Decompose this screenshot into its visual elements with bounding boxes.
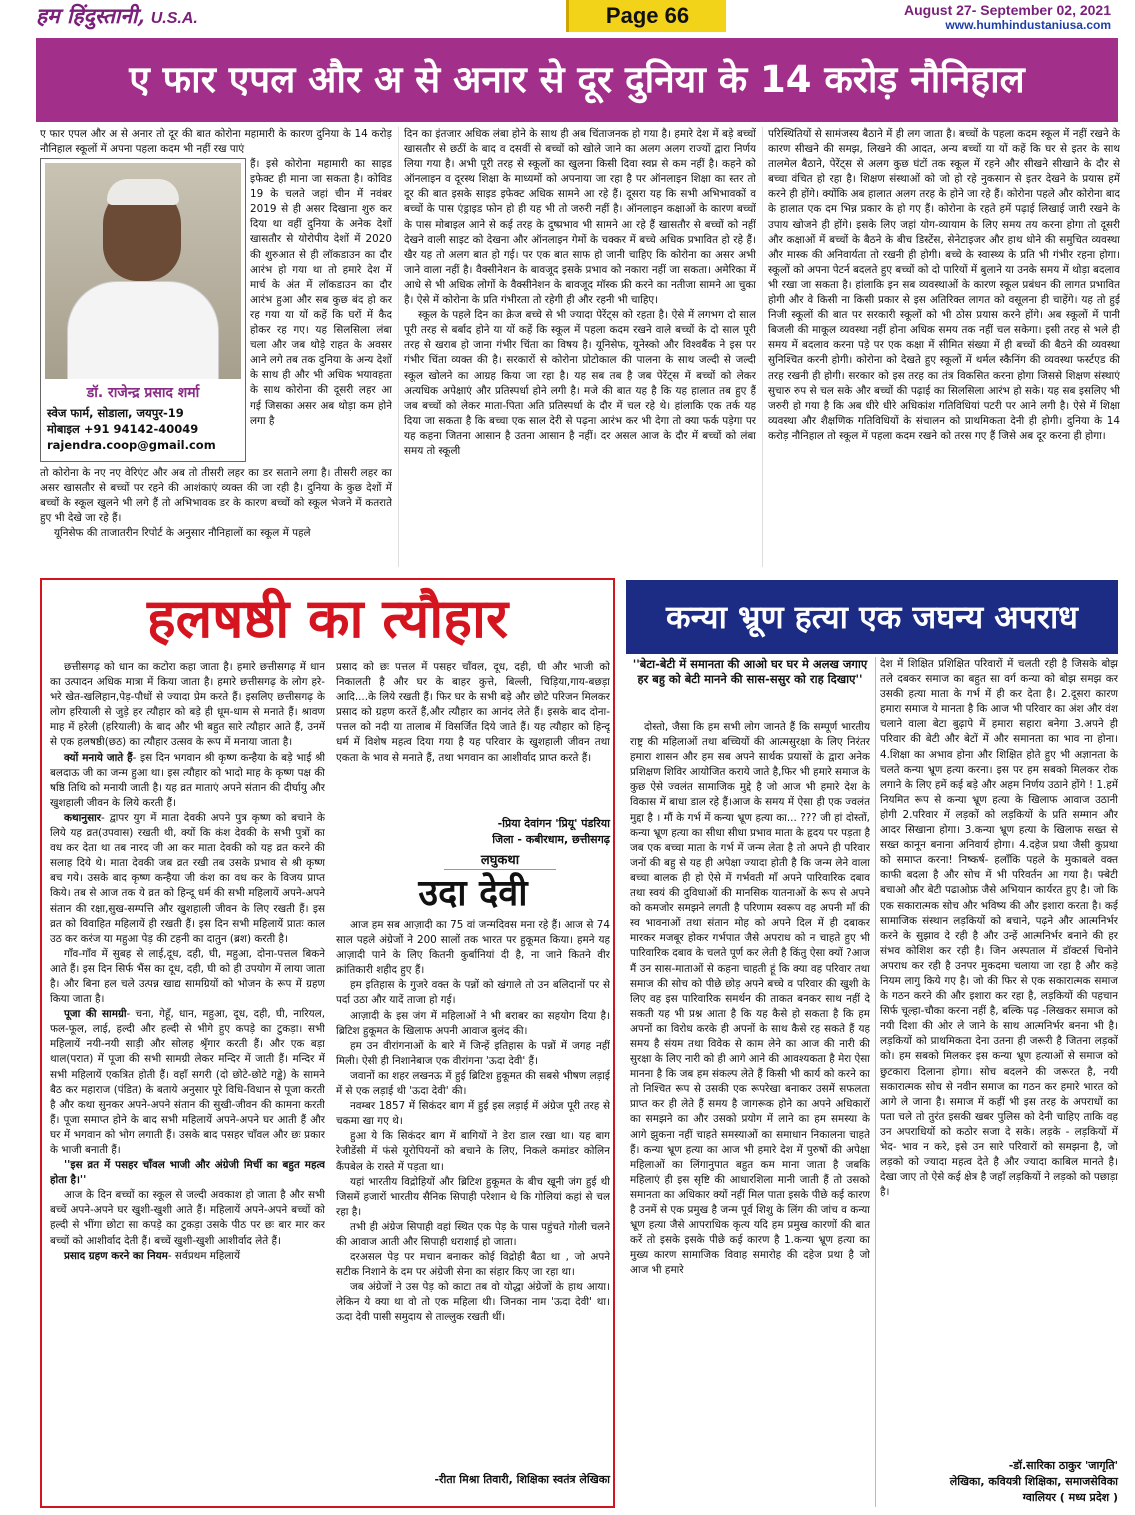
paragraph: परिस्थितियों से सामंजस्य बैठाने में ही लग जाता है। बच्चों के पहला कदम स्कूल में नहीं रखने के कारण सीखने की समझ, लिखने की आदत, अन्य बच्चों या यों कहें कि घर से इतर के साथ तालमेल बैठाने, पेरेंट्स से अलग कुछ घंटों तक स्कूल में रहने और सीखने सीखाने के दौर से बच्चा वंचित हो रहा है। शिक्षण संस्थाओं को जो हो रहे नुकसान से इतर देखने के प्रयास हमें करने ही होंगे। क्योंकि अब हालात अलग तरह के होने जा रहे हैं। कोरोना पहले और कोरोना बाद के हालात एक दम भिन्न प्रकार के हो गए हैं। कोरोना के रहते हमें पढ़ाई लिखाई जारी रखने के उपाय खोजने ही होंगे। इसके लिए जहां योग-व्यायाम के लिए समय तय करना होगा तो दूसरी और कक्षाओं में बच्चों के बैठने के बीच डिस्टेंस, सेनेटाइजर और हाथ धोने की समुचित व्यवस्था और मास्क की अनिवार्यता तो रखनी ही होगी। बच्चे के स्वास्थ्य के प्रति भी गंभीर रहना होगा। स्कूलों को अपना पेटर्न बदलते हुए बच्चों को दो पारियों में बुलाने या उनके समय में थोड़ा बदलाव भी रखा जा सकता है। हांलाकि इन सब व्यवस्थाओं के कारण स्कूल प्रबंधन की लागत प्रभावित होगी और वे किसी ना किसी प्रकार से इस अतिरिक्त लागत को वसूलना ही चाहेंगे। यह तो हुई निजी स्कूलों की बात पर सरकारी स्कूलों को भी ठोस प्रयास करने होंगे। अब स्कूलों में पानी बिजली की माकूल व्यवस्था नहीं होना अधिक समय तक नहीं चल सकेगा। इसी तरह से भले ही समय में बदलाव करना पड़े पर एक कक्षा में सीमित संख्या में ही बच्चों की बैठने की व्यवस्था सुनिश्चित करनी होगी। कोरोना को देखते हुए स्कूलों में थर्मल स्कैनिंग की व्यवस्था फर्स्टएड की तरह रखनी ही होगी। सरकार को इस तरह का तंत्र विकसित करना होगा जिससे शिक्षण संस्थाएं सुचारु रुप से चल सके और बच्चों की पढ़ाई का सिलसिला आरंभ हो सके। यह सब इसलिए भी जरुरी हो गया है कि अब धीरे धीरे अधिकांश गतिविधियां पटरी पर आने लगी है। ऐसे में शिक्षा व्यवस्था और शैक्षणिक गतिविधियों के संचालन को प्राथमिकता देनी ही होगी। दुनिया के 14 करोड़ नौनिहाल तो स्कूल में पहला कदम रखने को तरस गए हैं जिसे अब दूर करना ही होगा। [768, 128, 1120, 442]
main-headline: ए फार एपल और अ से अनार से दूर दुनिया के 14 करोड़ नौनिहाल [36, 38, 1118, 122]
byline-role: लेखिका, कवियत्री शिक्षिका, समाजसेविका [949, 1475, 1118, 1488]
column-divider [875, 657, 876, 1507]
paragraph: हुआ ये कि सिकंदर बाग में बागियों ने डेरा डाल रखा था। यह बाग रेजीडेंसी में फंसे यूरोपियनों को बचाने के लिए, निकले कमांडर कोलिन कैंपबेल के रास्ते में पड़ता था। [336, 1130, 610, 1173]
paragraph: तो कोरोना के नए नए वेरिएंट और अब तो तीसरी लहर का डर सताने लगा है। तीसरी लहर का असर खासतौर से बच्चों पर रहने की आशंकाएं व्यक्त की जा रही है। दुनिया के कुछ देशों में बच्चों के स्कूल खुलने भी लगे हैं तो अभिभावक डर के कारण बच्चों को स्कूल भेजने में कतराते हुए भी देखे जा रहे हैं। [40, 467, 392, 525]
masthead-title: हम हिंदुस्तानी, [36, 3, 145, 28]
subheading: कथानुसार [64, 811, 102, 824]
byline-place: जिला - कबीरधाम, छत्तीसगढ़ [492, 833, 610, 846]
lead-paragraph: ए फार एपल और अ से अनार तो दूर की बात कोरोना महामारी के कारण दुनिया के 14 करोड़ नौनिहाल स्कूलों में अपना पहला कदम भी नहीं रख पाएं [40, 128, 392, 156]
kanya-col1 [630, 720, 870, 1465]
quote-line: हर बहु को बेटी मानने की सास-ससुर को राह दिखाए'' [637, 672, 863, 686]
author-card [40, 158, 246, 462]
quote-line: ''बेटा-बेटी में समानता की आओ घर घर मे अलख जगाए [632, 657, 868, 671]
paragraph: छत्तीसगढ़ को धान का कटोरा कहा जाता है। हमारे छत्तीसगढ़ में धान का उत्पादन अधिक मात्रा में किया जाता है। हमारे छत्तीसगढ़ के लोग हरे-भरे खेत-खलिहान,पेड़-पौधों से ज्यादा प्रेम करते हैं। इसलिए छत्तीसगढ़ के लोग हरियाली से जुड़े हर त्यौहार को बड़े ही धूम-धाम से मनाते हैं। श्रावण माह में हरेली (हरियाली) के बाद और भी बहुत सारे त्यौहार आते हैं, उनमें से एक हलषष्ठी(छठ) का त्यौहार उत्सव के रूप में मनाया जाता है। [50, 661, 325, 749]
paragraph: स्कूल के पहले दिन का क्रेज बच्चे से भी ज्यादा पेरेंट्स को रहता है। ऐसे में लगभग दो साल पूरी तरह से बर्बाद होने या यों कहें कि स्कूल में पहला कदम रखने वाले बच्चों के दो साल पूरी तरह से खराब हो जाना गंभीर चिंता का विषय है। यूनिसेफ, यूनेस्को और विश्वबैंक ने इस पर गंभीर चिंता व्यक्त की है। सरकारों से कोरोना प्रोटोकाल की पालना के साथ जल्दी से जल्दी स्कूल खोलने का आग्रह किया जा रहा है। यह सब तब है जब पेरेंट्स में बच्चों को लेकर अत्यधिक अपेक्षाएं और प्रतिस्पर्धा होने लगी है। मजे की बात यह है कि यह हालात तब हुए हैं जब बच्चों को लेकर माता-पिता अति प्रतिस्पर्धा के दौर में चल रहे थे। हांलाकि एक तर्क यह दिया जा सकता है कि बच्चा एक साल देरी से पढ़ना आरंभ कर भी देगा तो क्या फर्क पड़ेगा पर यह कहना जितना आसान है उतना आसान है नहीं। दर असल आज के दौर में बच्चों को लंबा समय तो स्कूली [404, 309, 756, 457]
paragraph: दरअसल पेड़ पर मचान बनाकर कोई विद्रोही बैठा था , जो अपने सटीक निशाने के दम पर अंग्रेजी सेना का संहार किए जा रहा था। [336, 1251, 610, 1279]
laghukatha-body [336, 918, 610, 1468]
byline-name: -प्रिया देवांगन 'प्रियू' पंडरिया [497, 817, 610, 830]
paragraph: हम उन वीरांगनाओं के बारे में जिन्हें इतिहास के पन्नों में जगह नहीं मिली। ऐसी ही निशानेबाज एक वीरांगना 'ऊदा देवी' हैं। [336, 1039, 610, 1067]
issue-date: August 27- September 02, 2021 [904, 2, 1111, 18]
laghukatha-byline: -रीता मिश्रा तिवारी, शिक्षिका स्वतंत्र लेखिका [434, 1473, 610, 1486]
laghukatha-label: लघुकथा [444, 852, 556, 870]
quote: ''इस व्रत में पसहर चाँवल भाजी और अंग्रेजी मिर्ची का बहुत महत्व होता है।'' [50, 1159, 325, 1187]
paragraph: नवम्बर 1857 में सिकंदर बाग में हुई इस लड़ाई में अंग्रेज पूरी तरह से चकमा खा गए थे। [336, 1100, 610, 1128]
author-name: डॉ. राजेन्द्र प्रसाद शर्मा [86, 385, 200, 401]
subheading: क्यों मनाये जाते हैं [64, 751, 133, 764]
article-lead [40, 127, 392, 157]
author-photo [45, 163, 241, 379]
author-info [47, 405, 243, 453]
article-col1-side [250, 157, 392, 465]
paragraph: प्रसाद को छः पत्तल में पसहर चाँवल, दूध, दही, घी और भाजी को निकालती है और घर के बाहर कुत्ते, बिल्ली, चिड़िया,गाय-बछड़ा आदि....के लिये रखती हैं। फिर घर के सभी बड़े और छोटे परिजन मिलकर प्रसाद को ग्रहण करतें हैं,और त्यौहार का आनंद लेते हैं। इसके बाद दोना-पत्तल को नदी या तालाब में विसर्जित दिये जाते हैं। यह त्यौहार को हिन्दू धर्म में विशेष महत्व दिया गया है यह परिवार के खुशहाली जीवन तथा एकता के भाव से मनाते हैं, तथा भगवान का आशीर्वाद प्राप्त करते हैं। [336, 661, 610, 764]
subheading: प्रसाद ग्रहण करने का नियम [64, 1249, 168, 1262]
paragraph: यहां भारतीय विद्रोहियों और ब्रिटिश हुकूमत के बीच खूनी जंग हुई थी जिसमें हजारों भारतीय सैनिक सिपाही परेशान थे कि गोलियां कहां से चल रहा है। [336, 1175, 610, 1218]
paragraph: जवानों का शहर लखनऊ में हुई ब्रिटिश हुकूमत की सबसे भीषण लड़ाई में से एक लड़ाई थी 'ऊदा देवी' की। [336, 1069, 610, 1098]
paragraph: जब अंग्रेजों ने उस पेड़ को काटा तब वो योद्धा अंग्रेजों के हाथ आया। लेकिन ये क्या था वो तो एक महिला थी। जिनका नाम 'ऊदा देवी' था। ऊदा देवी पासी समुदाय से ताल्लुक रखती थीं। [336, 1281, 610, 1324]
paragraph: देश में शिक्षित प्रशिक्षित परिवारों में चलती रही है जिसके बोझ तले दबकर समाज का बहुत सा वर्ग कन्या को बोझ समझ कर उसकी हत्या माता के गर्भ में ही कर देता है। 2.दूसरा कारण हमारा समाज ये मानता है कि आज भी परिवार का अंश और वंश चलाने वाला बेटा बुढ़ापे में हमारा सहारा बनेगा 3.अपने ही परिवार की बेटी और बेटों में और समानता का भाव ना होना। 4.शिक्षा का अभाव होना और शिक्षित होते हुए भी अज्ञानता के चलते कन्या भ्रूण हत्या करना। इस पर हम सबको मिलकर रोक लगाने के लिए हमें कई बड़े और अहम निर्णय उठाने होंगे ! 1.हमें नियमित रूप से कन्या भ्रूण हत्या के खिलाफ आवाज उठानी होगी 2.परिवार में लड़कों को लड़कियों के प्रति सम्मान और आदर सिखाना होगा। 3.कन्या भ्रूण हत्या के खिलाफ सख्त से सख्त कानून बनाना अनिवार्य होगा। 4.दहेज प्रथा जैसी कुप्रथा को समाप्त करना! निष्कर्ष- हलाँकि पहले के मुकाबले वक्त काफी बदला है और सोच में भी परिवर्तन आ गया है। फ्बेटी बचाओ और बेटी पढाओफ्र जैसे अभियान कार्यरत हुए है। जो कि एक सकारात्मक सोच और भविष्य की और इशारा करता है। कई सामाजिक संस्थान लड़कियों को बचाने, पढ़ने और आत्मनिर्भर करने के सुझाव दे रही है और उन्हें आत्मनिर्भर बनाने की हर संभव कोशिश कर रही है। जिन अस्पताल में डॉक्टर्स चिनोने अपराध कर रही है उनपर मुकदमा चलाया जा रहा है और कड़े नियम लागु किये गए है। जो की फिर से एक सकारात्मक समाज के गठन करने की और इशारा कर रहा है, लड़कियों की पहचान सिर्फ चूल्हा-चौका करना नहीं है, बल्कि पढ़ -लिखकर समाज को नयी दिशा की ओर ले जाने के साथ आत्मनिर्भर बनना भी है। लड़कियों को प्राथमिकता देना उतना ही जरूरी है जितना लड़कों को। हम सबको मिलकर इस कन्या भ्रूण हत्याओं से समाज को छुटकारा दिलाना होगा। सोच बदलने की जरूरत है, नयी सकारात्मक सोच से नवीन समाज का गठन कर हमारे भारत को आगे ले जाना है। समाज में कहीं भी इस तरह के अपराधों का पता चले तो तुरंत इसकी खबर पुलिस को देनी चाहिए ताकि वह उन अपराधियों को कठोर सजा दे सके। लड़के - लड़कियों में भेद- भाव न करे, इसे उन सारे परिवारों को समझना है, जो लड़को को ज्यादा महत्व देते है और ज्यादा काबिल मानते है। देखा जाए तो ऐसे कई क्षेत्र है जहाँ लड़कियों ने लड़को को पछाड़ा है। [880, 658, 1118, 1199]
halshashthi-col2 [336, 660, 610, 820]
paragraph: आज़ादी के इस जंग में महिलाओं ने भी बराबर का सहयोग दिया है। ब्रिटिश हुकूमत के खिलाफ अपनी आवाज बुलंद की। [336, 1009, 610, 1037]
halshashthi-title: हलषष्ठी का त्यौहार [146, 587, 509, 650]
kanya-title: कन्या भ्रूण हत्या एक जघन्य अपराध [626, 580, 1118, 654]
masthead [36, 2, 198, 30]
column-divider [762, 127, 763, 567]
author-address: स्वेज फार्म, सोडाला, जयपुर-19 [47, 406, 184, 420]
paragraph: दिन का इंतजार अधिक लंबा होने के साथ ही अब चिंताजनक हो गया है। हमारे देश में बड़े बच्चों खासतौर से छठीं के बाद व दसवीं से बच्चों को खोले जाने का अलग अलग राज्यों द्वारा निर्णय लिया गया है। अभी पूरी तरह से स्कूलों का खुलना किसी दिवा स्वप्न से कम नहीं है। कहने को ऑनलाइन व दूरस्थ शिक्षा के माध्यमों को अपनाया जा रहा है पर ऑनलाइन शिक्षा का स्तर तो दूर की बात इसके साइड इफेक्ट अधिक सामने आ रहे हैं। दूसरा यह कि सभी अभिभावकों व बच्चों के पास एंड्राइड फोन हो ही यह भी तो जरुरी नहीं है। ऑनलाइन कक्षाओं के कारण बच्चों के पास मोबाइल आने से कई तरह के दुष्प्रभाव भी सामने आ रहे हैं खासतौर से बच्चों को नहीं देखने वाली साइट को देखना और ऑनलाइन गेमों के चक्कर में बच्चे अधिक प्रभावित हो रहे हैं। खैर यह तो अलग बात हो गई। पर एक बात साफ हो जानी चाहिए कि कोरोना का असर अभी जाने वाला नहीं है। वैक्सीनेशन के बावजूद इसके प्रभाव को नकारा नहीं जा सकता। अमेरिका में आधे से भी अधिक लोगों के वैक्सीनेशन के बावजूद मॉस्क फ्री करने का नतीजा सामने आ चुका है। ऐसे में कोरोना के प्रति गंभीरता तो रहेगी ही और रहनी भी चाहिए। [404, 128, 756, 307]
article-col2 [404, 127, 756, 567]
paragraph: - चना, गेहूँ, धान, महुआ, दूध, दही, घी, नारियल, फल-फूल, लाई, हल्दी और हल्दी से भीगे हुए कपड़े का टुकड़ा। सभी महिलायें नयी-नयी साड़ी और सोलह श्रृँगार करती हैं। और एक बड़ा थाल(परात) में पूजा की सभी सामग्री लेकर मन्दिर में जाती हैं। मन्दिर में सभी महिलायें एकत्रित होती हैं। वहाँ सगरी (दो छोटे-छोटे गड्ढे) के सामने बैठ कर महाराज (पंडित) के बताये अनुसार पूरे विधि-विधान से पूजा करती है और कथा सुनकर अपने-अपने संतान की सुखी-जीवन की कामना करती हैं। पूजा समाप्त होने के बाद सभी महिलायें अपने-अपने घर आती हैं और घर में भगवान को भोग लगाती हैं। उसके बाद पसहर चाँवल और छः प्रकार के भाजी बनाती हैं। [50, 1008, 325, 1156]
paragraph: - सर्वप्रथम महिलायें [167, 1249, 240, 1262]
paragraph: गाँव-गाँव में सुबह से लाई,दूध, दही, घी, महुआ, दोना-पत्तल बिकने आते हैं। इस दिन सिर्फ भैंस का दूध, दही, घी को ही उपयोग में लाया जाता है। और बिना हल चले उत्पन्न खाद्य सामग्रियों को भोजन के रूप में ग्रहण किया जाता है। [50, 947, 325, 1006]
paragraph: आज हम सब आज़ादी का 75 वां जन्मदिवस मना रहे हैं। आज से 74 साल पहले अंग्रेजों ने 200 सालों तक भारत पर हुकूमत किया। हमने यह आज़ादी पाने के लिए कितनी कुर्बानियां दी है, ना जाने कितने वीर क्रांतिकारी शहीद हुए हैं। [336, 919, 610, 977]
author-email[interactable]: rajendra.coop@gmail.com [47, 438, 216, 452]
kanya-byline [880, 1458, 1118, 1506]
website-link[interactable]: www.humhindustaniusa.com [945, 18, 1111, 32]
author-mobile: मोबाइल +91 94142-40049 [47, 422, 199, 436]
paragraph: दोस्तो, जैसा कि हम सभी लोग जानते हैं कि सम्पूर्ण भारतीय राष्ट्र की महिलाओं तथा बच्चियों की आत्मसुरक्षा के लिए निरंतर हमारा शासन और हम सब अपने सार्थक प्रयासों के द्वारा अनेक प्रशिक्षण शिविर आयोजित कराये जाते है,फिर भी हमारे समाज के कुछ ऐसे ज्वलंत सामाजिक मुद्दे है जो आज भी हमारे देश के विकास में बाधा डाल रहे हैं।आज के समय में ऐसा ही एक ज्वलंत मुद्दा है । मौं के गर्भ में कन्या भ्रूण हत्या का... ??? जी हां दोस्तों, कन्या भ्रूण हत्या का सीधा सीधा प्रभाव माता के हृदय पर पड़ता है जब एक बच्चा माता के गर्भ में जन्म लेता है तो अपने ही परिवार जनों की बहु से यह ही अपेक्षा ज्यादा होती है कि जन्म लेने वाला बच्चा बालक ही हो ऐसे में गर्भवती माँ अपने पारिवारिक दबाव तथा स्वयं की दुविधाओं की मानसिक यातनाओं के रूप से अपने को कमजोर समझने लगती है परिणाम स्वरूप वह अपनी माँ की स्व भावनाओं तथा संतान मोह को अपने दिल में ही दबाकर मारकर मजबूर होकर गर्भपात जैसे अपराध को न चाहते हुए भी पारिवारिक दबाव के चलते पूर्ण कर लेती है किंतु ऐसा क्यों ?आज मैं उन सास-माताओं से कहना चाहती हूं कि क्या वह परिवार तथा समाज की सोच को पीछे छोड़ अपने बच्चे व परिवार की खुशी के लिए वह इस पारिवारिक समर्थन की ताकत बनकर साथ नहीं दे सकती यह भी प्रश्न आता है कि यह कैसे हो सकता है कि हम अपनों का विरोध करके ही अपनों के साथ कैसे रह सकते हैं यह समय है संयम तथा विवेक से काम लेने का आज की नारी की सुरक्षा के लिए नारी को ही आगे आने की आवश्यकता है मेरा ऐसा मानना है कि जब हम संकल्प लेते हैं किसी भी कार्य को करने का तो निश्चित रूप से उसकी एक रूपरेखा बनाकर उसमें सफलता प्राप्त कर ही लेते हैं समय है जागरूक होने का अपने अधिकारों का समझने का और उसको प्रयोग में लाने का हम समस्या के आगे झुकना नहीं चाहते समस्याओं का समाधान निकालना चाहते हैं। कन्या भ्रूण हत्या का आज भी हमारे देश में पुरुषों की अपेक्षा महिलाओं का लिंगानुपात बहुत कम माना जाता है जबकि महिलाएं ही इस सृष्टि की आधारशिला मानी जाती हैं तो उसको समानता का अधिकार क्यों नहीं मिल पाता इसके पीछे कई कारण है उनमें से एक प्रमुख है जन्म पूर्व शिशु के लिंग की जांच व कन्या भ्रूण हत्या जैसे आपराधिक कृत्य यदि हम प्रमुख कारणों की बात करें तो इसके इसके पीछे कई कारण है 1.कन्या भ्रूण हत्या का मुख्य कारण सामाजिक विवाह समारोह की दहेज प्रथा है जो आज भी हमारे [630, 721, 870, 1277]
article-col3 [768, 127, 1120, 567]
article-col1-bottom [40, 466, 392, 566]
byline-name: -डॉ.सारिका ठाकुर 'जागृति' [1008, 1459, 1118, 1472]
paragraph: यूनिसेफ की ताजातरीन रिपोर्ट के अनुसार नौनिहालों का स्कूल में पहले [54, 527, 311, 540]
halshashthi-col1 [50, 660, 325, 1505]
column-divider [398, 127, 399, 567]
kanya-col2 [880, 657, 1118, 1457]
subheading: पूजा की सामग्री [64, 1008, 127, 1021]
paragraph: - इस दिन भगवान श्री कृष्ण कन्हैया के बड़े भाई श्री बलदाऊ जी का जन्म हुआ था। इस त्यौहार को भादो माह के कृष्ण पक्ष की षष्ठि तिथि को मनायी जाती है। यह व्रत माताएं अपने संतान की दीर्घायु और खुशहाली जीवन के लिये करती हैं। [50, 751, 325, 809]
paragraph: हैं। इसे कोरोना महामारी का साइड इफेक्ट ही माना जा सकता है। कोविड 19 के चलते जहां चीन में नवंबर 2019 से ही असर दिखाना शुरु कर दिया था वहीं दुनिया के अनेक देशों खासतौर से योरोपीय देशों में 2020 की शुरुआत से ही लॉकडाउन का दौर आरंभ हो गया था तो हमारे देश में मार्च के अंत में लॉकडाउन का दौर आरंभ हुआ और सब कुछ बंद हो कर रह गया या यों कहें कि घरों में कैद होकर रह गए। यह सिलसिला लंबा चला और जब थोड़े राहत के अवसर आने लगे तब तक दुनिया के अन्य देशों के साथ ही और भी अधिक भयावहता के साथ कोरोना की दूसरी लहर आ गई जिसका असर अब थोड़ा कम होने लगा है [250, 158, 392, 427]
kanya-lead-quote [630, 657, 870, 687]
paragraph: हम इतिहास के गुजरे वक्त के पन्नों को खंगाले तो उन बलिदानों पर से पर्दा उठा और यादें ताजा हो गई। [336, 979, 610, 1007]
paragraph: आज के दिन बच्चों का स्कूल से जल्दी अवकाश हो जाता है और सभी बच्चें अपने-अपने घर खुशी-खुशी आते हैं। महिलायें अपने-अपने बच्चों को हल्दी से भींगा छोटा सा कपड़े का टुकड़ा उसके पीठ पर छः बार मार कर बच्चों को आशीर्वाद देती हैं। बच्चें खुशी-खुशी आशीर्वाद लेते हैं। [50, 1189, 325, 1247]
page-number: Page 66 [566, 0, 726, 32]
paragraph: तभी ही अंग्रेज सिपाही वहां स्थित एक पेड़ के पास पहुंचते गोली चलने की आवाज आती और सिपाही धराशाई हो जाता। [336, 1220, 610, 1248]
masthead-suffix: U.S.A. [150, 10, 198, 27]
byline-place: ग्वालियर ( मध्य प्रदेश ) [1022, 1491, 1118, 1504]
halshashthi-byline [336, 816, 610, 848]
paragraph: - द्वापर युग में माता देवकी अपने पुत्र कृष्ण को बचाने के लिये यह व्रत(उपवास) रखती थी, क्यों कि कंश देवकी के सभी पुत्रों का वध कर देता था तब नारद जी आ कर माता देवकी को यह व्रत करने की सलाह दिये थे। माता देवकी जब व्रत रखी तब उसके प्रभाव से श्री कृष्ण बच गये। उसके बाद कृष्ण कन्हैया जी कंश का वध कर के विजय प्राप्त किये। तब से आज तक ये व्रत को हिन्दू धर्म की सभी महिलायें अपने-अपने संतान की रक्षा,सुख-सम्पत्ति और खुशहाली जीवन के लिए रखती हैं। इस व्रत को विवाहित महिलायें ही रखती हैं। इस दिन सभी महिलायें प्रातः काल उठ कर करंज या महुआ पेड़ की टहनी का दातुन (ब्रश) करती है। [50, 811, 325, 945]
dateline [904, 2, 1111, 32]
laghukatha-title: उदा देवी [418, 873, 528, 914]
